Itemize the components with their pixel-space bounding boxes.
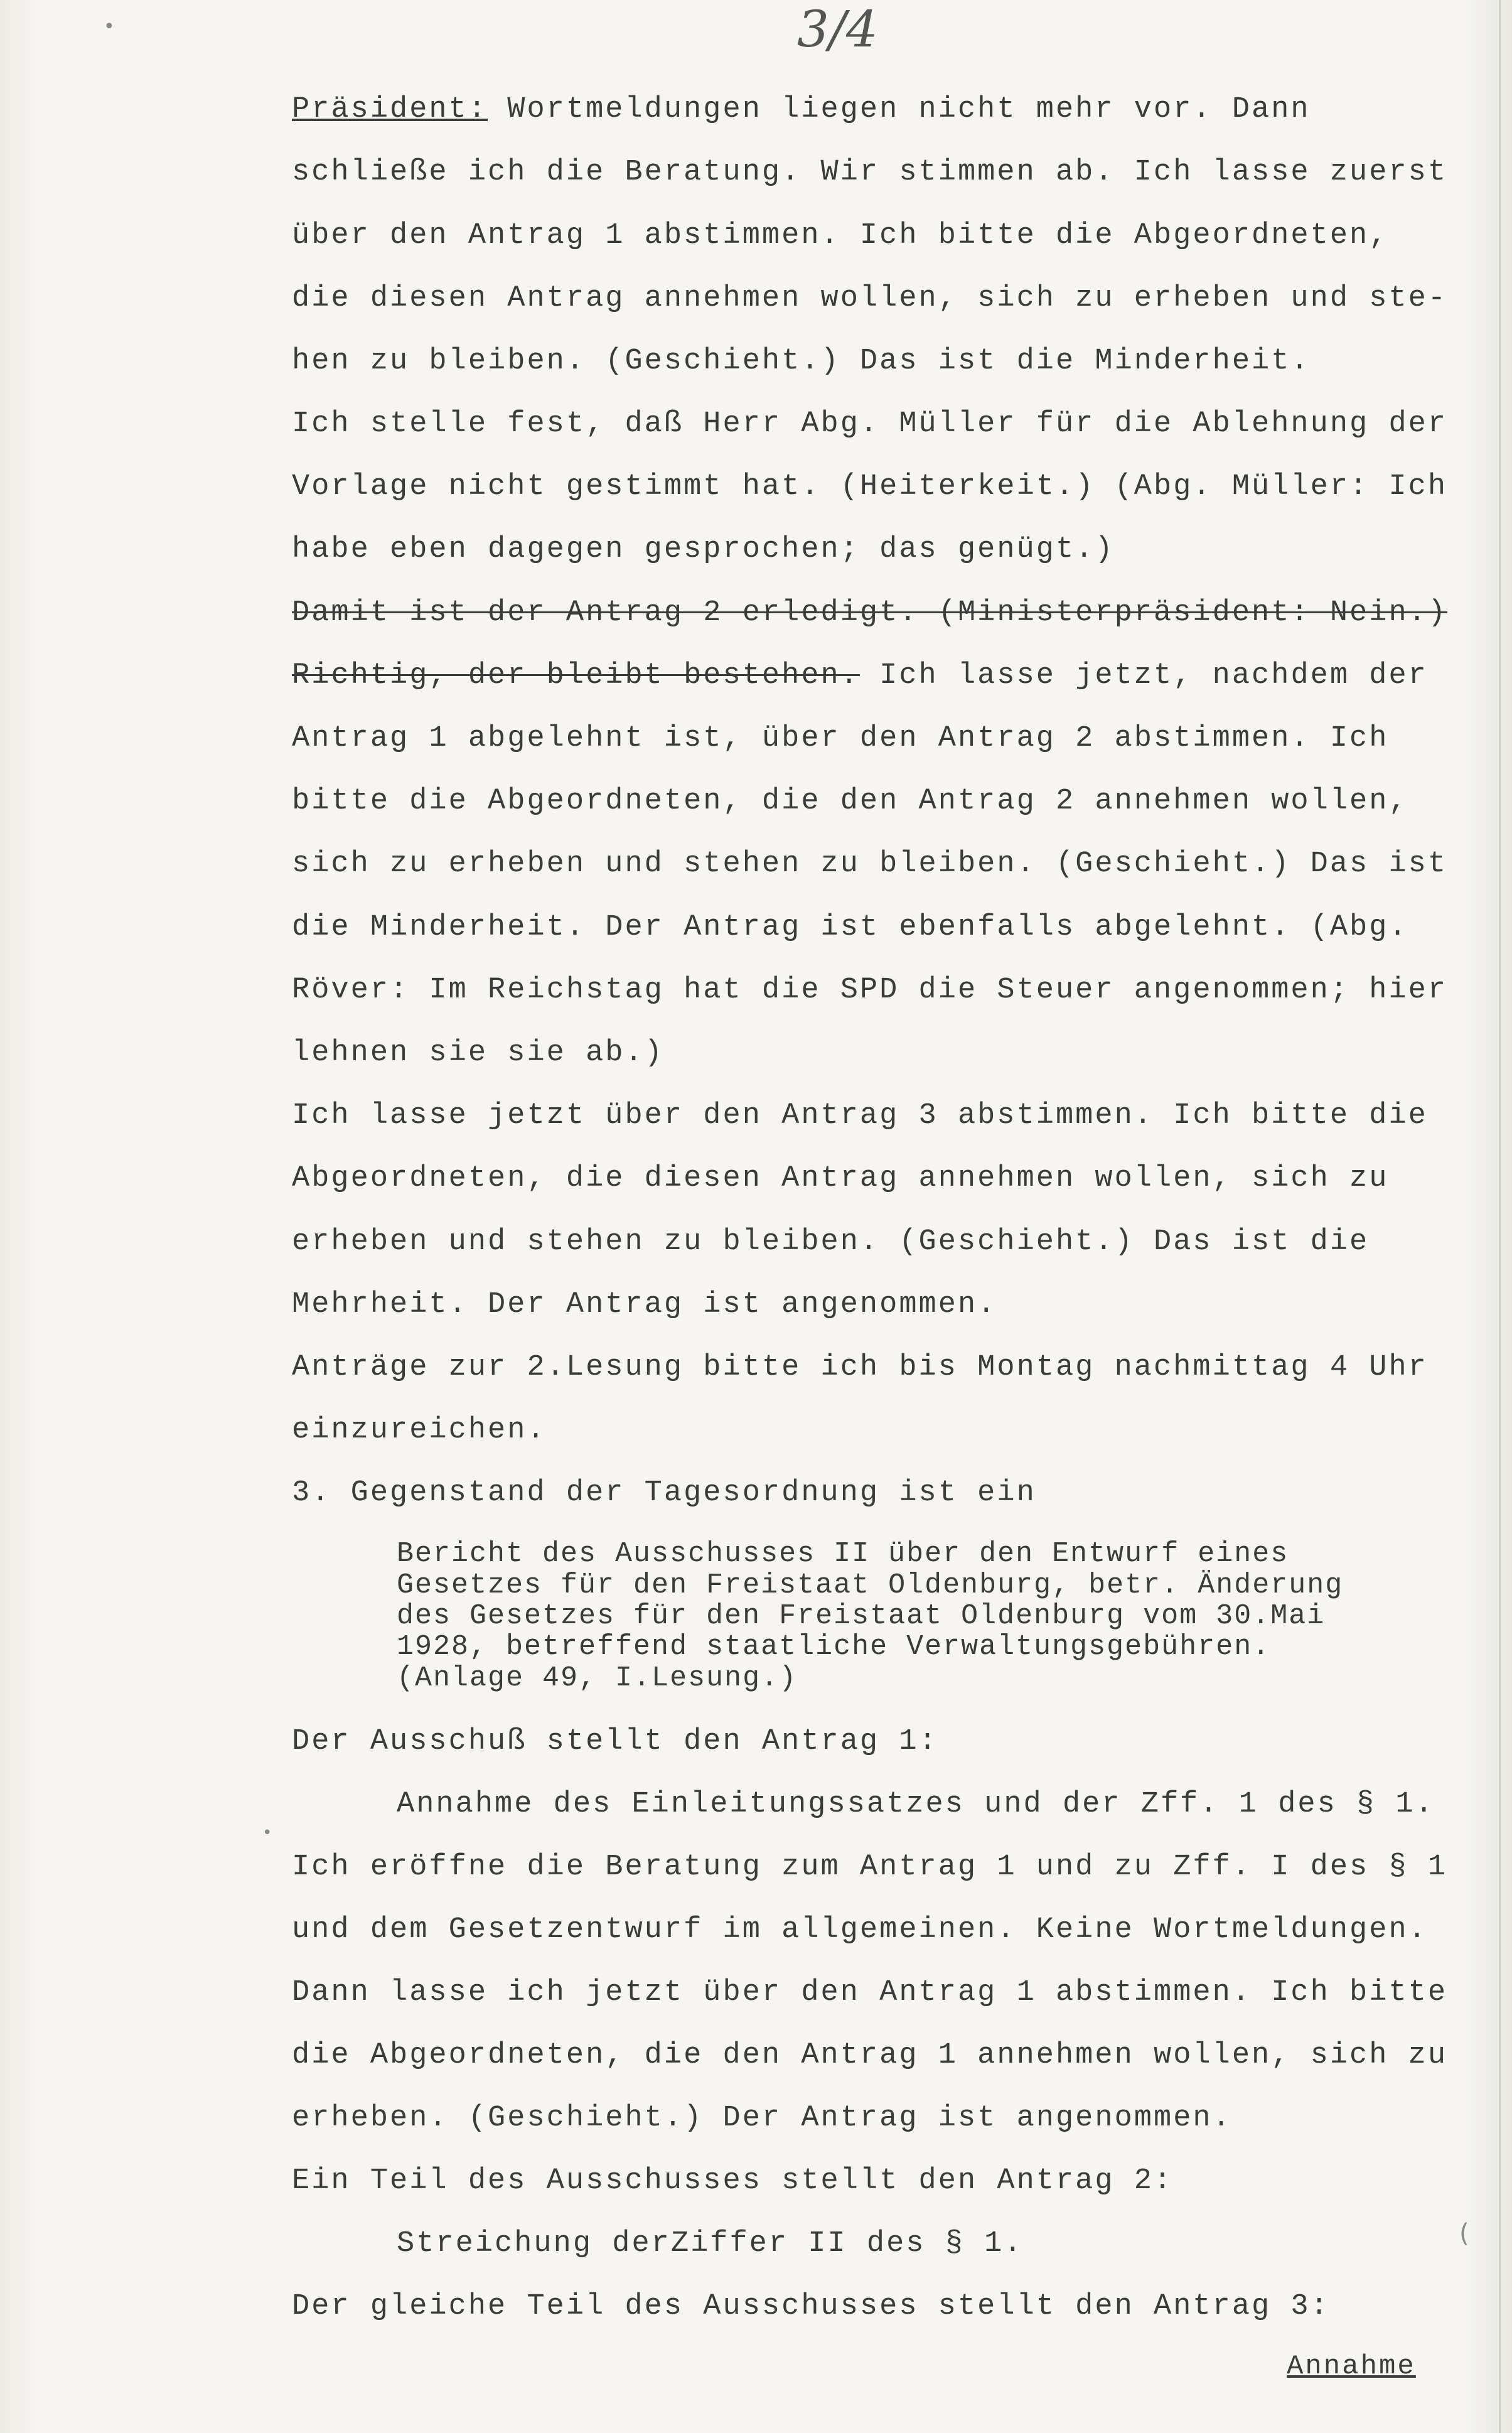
text-line [292,93,1311,126]
text-line [292,533,1115,566]
line-text: Ich eröffne die Beratung zum Antrag 1 und zu Zff. I des § 1 [292,1850,1448,1884]
line-text: lehnen sie sie ab.) [292,1036,664,1070]
line-text: bitte die Abgeordneten, die den Antrag 2 annehmen wollen, [292,785,1408,818]
line-text: einzureichen. [292,1414,547,1447]
text-line [292,1036,664,1070]
line-text: erheben. (Geschieht.) Der Antrag ist angenommen. [292,2102,1232,2135]
line-text: Abgeordneten, die diesen Antrag annehmen wollen, sich zu [292,1162,1389,1195]
line-text: sich zu erheben und stehen zu bleiben. (Geschieht.) Das ist [292,847,1448,881]
report-line: Gesetzes für den Freistaat Oldenburg, betr. Änderung [397,1569,1344,1601]
text-line [292,1288,997,1321]
report-line: (Anlage 49, I.Lesung.) [397,1662,798,1694]
line-text: Anträge zur 2.Lesung bitte ich bis Montag nachmittag 4 Uhr [292,1351,1428,1384]
struck-text: Richtig, der bleibt bestehen. [292,659,860,692]
line-text: Annahme des Einleitungssatzes und der Zff. 1 des § 1. [397,1788,1435,1821]
line-text: Ich lasse jetzt über den Antrag 3 abstimmen. Ich bitte die [292,1099,1428,1132]
text-line [292,1225,1369,1259]
text-line [292,1725,938,1758]
line-text: Dann lasse ich jetzt über den Antrag 1 abstimmen. Ich bitte [292,1976,1448,2009]
report-line: Bericht des Ausschusses II über den Entwurf eines [397,1538,1289,1570]
line-text: die Abgeordneten, die den Antrag 1 annehmen wollen, sich zu [292,2039,1448,2072]
text-line [292,1913,1428,1947]
line-text: die diesen Antrag annehmen wollen, sich zu erheben und ste- [292,282,1448,315]
text-line [292,1099,1428,1132]
text-line [292,2164,1173,2198]
text-line [292,2102,1232,2135]
page-number: 3/4 [797,0,878,58]
line-text: Der Ausschuß stellt den Antrag 1: [292,1725,938,1758]
text-line [292,596,1447,630]
line-text: Ich lasse jetzt, nachdem der [859,659,1428,692]
text-line [292,1414,547,1447]
text-line [292,156,1447,189]
text-line [397,2227,1024,2260]
text-line [292,2039,1447,2072]
text-line [292,1850,1447,1884]
text-line [292,847,1447,881]
margin-bracket: ( [1459,2219,1469,2248]
struck-text: Damit ist der Antrag 2 erledigt. (Ministerpräsident: Nein.) [292,596,1448,630]
line-text: erheben und stehen zu bleiben. (Geschieht.) Das ist die [292,1225,1370,1259]
catchword: Annahme [1287,2351,1416,2382]
text-line [292,2290,1330,2323]
text-line [292,1162,1388,1195]
text-line [292,1351,1428,1384]
line-text: Ein Teil des Ausschusses stellt den Antrag 2: [292,2164,1174,2198]
text-line [292,407,1447,441]
text-line [292,219,1388,252]
speaker-label: Präsident: [292,93,488,126]
line-text: Wortmeldungen liegen nicht mehr vor. Dann [488,93,1311,126]
line-text: über den Antrag 1 abstimmen. Ich bitte die Abgeordneten, [292,219,1389,252]
text-line [292,974,1447,1007]
line-text: schließe ich die Beratung. Wir stimmen ab. Ich lasse zuerst [292,156,1448,189]
line-text: habe eben dagegen gesprochen; das genügt.) [292,533,1115,566]
line-text: Der gleiche Teil des Ausschusses stellt den Antrag 3: [292,2290,1330,2323]
text-line [292,1476,1036,1510]
text-line [397,1788,1435,1821]
line-text: Ich stelle fest, daß Herr Abg. Müller für die Ablehnung der [292,407,1448,441]
text-line [292,1976,1447,2009]
text-line [292,911,1408,944]
text-line [292,659,1428,692]
report-line: des Gesetzes für den Freistaat Oldenburg vom 30.Mai [397,1600,1326,1632]
text-line [292,722,1388,755]
text-line [292,282,1447,315]
line-text: Röver: Im Reichstag hat die SPD die Steuer angenommen; hier [292,974,1448,1007]
line-text: Antrag 1 abgelehnt ist, über den Antrag 2 abstimmen. Ich [292,722,1389,755]
line-text: Mehrheit. Der Antrag ist angenommen. [292,1288,997,1321]
margin-dot: • [262,1823,272,1842]
line-text: Vorlage nicht gestimmt hat. (Heiterkeit.) (Abg. Müller: Ich [292,470,1448,503]
page-edge [1499,0,1501,2433]
margin-dot: • [104,16,115,38]
line-text: die Minderheit. Der Antrag ist ebenfalls abgelehnt. (Abg. [292,911,1408,944]
line-text: 3. Gegenstand der Tagesordnung ist ein [292,1476,1036,1510]
text-line [292,345,1311,378]
line-text: und dem Gesetzentwurf im allgemeinen. Keine Wortmeldungen. [292,1913,1428,1947]
line-text: Streichung derZiffer II des § 1. [397,2227,1024,2260]
report-line: 1928, betreffend staatliche Verwaltungsgebühren. [397,1631,1271,1663]
line-text: hen zu bleiben. (Geschieht.) Das ist die Minderheit. [292,345,1311,378]
text-line [292,470,1447,503]
text-line [292,785,1408,818]
